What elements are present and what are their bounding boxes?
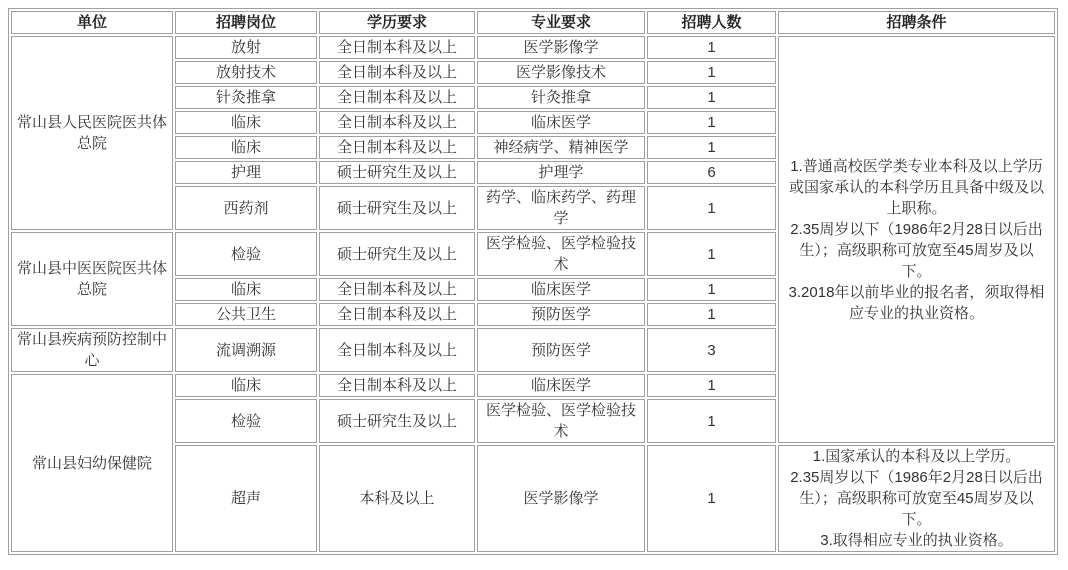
count-cell: 1 <box>647 374 776 397</box>
education-cell: 全日制本科及以上 <box>319 111 475 134</box>
major-cell: 神经病学、精神医学 <box>477 136 645 159</box>
position-cell: 流调溯源 <box>175 328 317 372</box>
major-cell: 针灸推拿 <box>477 86 645 109</box>
condition-item: 2.35周岁以下（1986年2月28日以后出生）；高级职称可放宽至45周岁及以下。 <box>790 220 1043 280</box>
recruitment-table <box>8 8 1058 555</box>
count-cell: 1 <box>647 86 776 109</box>
position-cell: 临床 <box>175 278 317 301</box>
header-position: 招聘岗位 <box>175 11 317 34</box>
count-cell: 1 <box>647 232 776 276</box>
education-cell: 硕士研究生及以上 <box>319 186 475 230</box>
position-cell: 检验 <box>175 399 317 443</box>
position-cell: 超声 <box>175 445 317 552</box>
count-cell: 1 <box>647 399 776 443</box>
education-cell: 全日制本科及以上 <box>319 136 475 159</box>
count-cell: 1 <box>647 111 776 134</box>
major-cell: 医学影像技术 <box>477 61 645 84</box>
count-cell: 1 <box>647 36 776 59</box>
education-cell: 全日制本科及以上 <box>319 328 475 372</box>
count-cell: 1 <box>647 186 776 230</box>
condition-item: 2.35周岁以下（1986年2月28日以后出生）；高级职称可放宽至45周岁及以下。 <box>790 469 1043 528</box>
major-cell: 医学检验、医学检验技术 <box>477 399 645 443</box>
position-cell: 临床 <box>175 136 317 159</box>
education-cell: 硕士研究生及以上 <box>319 161 475 184</box>
major-cell: 医学影像学 <box>477 445 645 552</box>
unit-cell: 常山县人民医院医共体总院 <box>11 36 173 230</box>
education-cell: 全日制本科及以上 <box>319 278 475 301</box>
education-cell: 全日制本科及以上 <box>319 61 475 84</box>
major-cell: 临床医学 <box>477 278 645 301</box>
education-cell: 硕士研究生及以上 <box>319 232 475 276</box>
major-cell: 医学检验、医学检验技术 <box>477 232 645 276</box>
position-cell: 临床 <box>175 374 317 397</box>
page <box>8 8 1058 555</box>
header-row <box>11 11 1055 34</box>
condition-item: 3.取得相应专业的执业资格。 <box>820 532 1013 549</box>
education-cell: 全日制本科及以上 <box>319 86 475 109</box>
position-cell: 临床 <box>175 111 317 134</box>
header-major: 专业要求 <box>477 11 645 34</box>
position-cell: 针灸推拿 <box>175 86 317 109</box>
unit-cell: 常山县中医医院医共体总院 <box>11 232 173 326</box>
major-cell: 预防医学 <box>477 303 645 326</box>
table-row <box>11 36 1055 59</box>
position-cell: 护理 <box>175 161 317 184</box>
condition-item: 3.2018年以前毕业的报名者，须取得相应专业的执业资格。 <box>788 283 1045 322</box>
count-cell: 1 <box>647 278 776 301</box>
count-cell: 1 <box>647 61 776 84</box>
header-unit: 单位 <box>11 11 173 34</box>
position-cell: 放射技术 <box>175 61 317 84</box>
major-cell: 临床医学 <box>477 374 645 397</box>
condition-item: 1.国家承认的本科及以上学历。 <box>812 448 1021 465</box>
count-cell: 6 <box>647 161 776 184</box>
count-cell: 1 <box>647 303 776 326</box>
education-cell: 全日制本科及以上 <box>319 36 475 59</box>
education-cell: 本科及以上 <box>319 445 475 552</box>
header-education: 学历要求 <box>319 11 475 34</box>
major-cell: 医学影像学 <box>477 36 645 59</box>
condition-item: 1.普通高校医学类专业本科及以上学历或国家承认的本科学历且具备中级及以上职称。 <box>788 157 1044 217</box>
header-conditions: 招聘条件 <box>778 11 1055 34</box>
count-cell: 1 <box>647 445 776 552</box>
conditions-cell <box>778 445 1055 552</box>
position-cell: 放射 <box>175 36 317 59</box>
count-cell: 1 <box>647 136 776 159</box>
unit-cell: 常山县妇幼保健院 <box>11 374 173 552</box>
major-cell: 预防医学 <box>477 328 645 372</box>
major-cell: 临床医学 <box>477 111 645 134</box>
education-cell: 硕士研究生及以上 <box>319 399 475 443</box>
count-cell: 3 <box>647 328 776 372</box>
position-cell: 检验 <box>175 232 317 276</box>
major-cell: 护理学 <box>477 161 645 184</box>
education-cell: 全日制本科及以上 <box>319 374 475 397</box>
header-count: 招聘人数 <box>647 11 776 34</box>
conditions-cell <box>778 36 1055 443</box>
unit-cell: 常山县疾病预防控制中心 <box>11 328 173 372</box>
major-cell: 药学、临床药学、药理学 <box>477 186 645 230</box>
education-cell: 全日制本科及以上 <box>319 303 475 326</box>
position-cell: 西药剂 <box>175 186 317 230</box>
position-cell: 公共卫生 <box>175 303 317 326</box>
